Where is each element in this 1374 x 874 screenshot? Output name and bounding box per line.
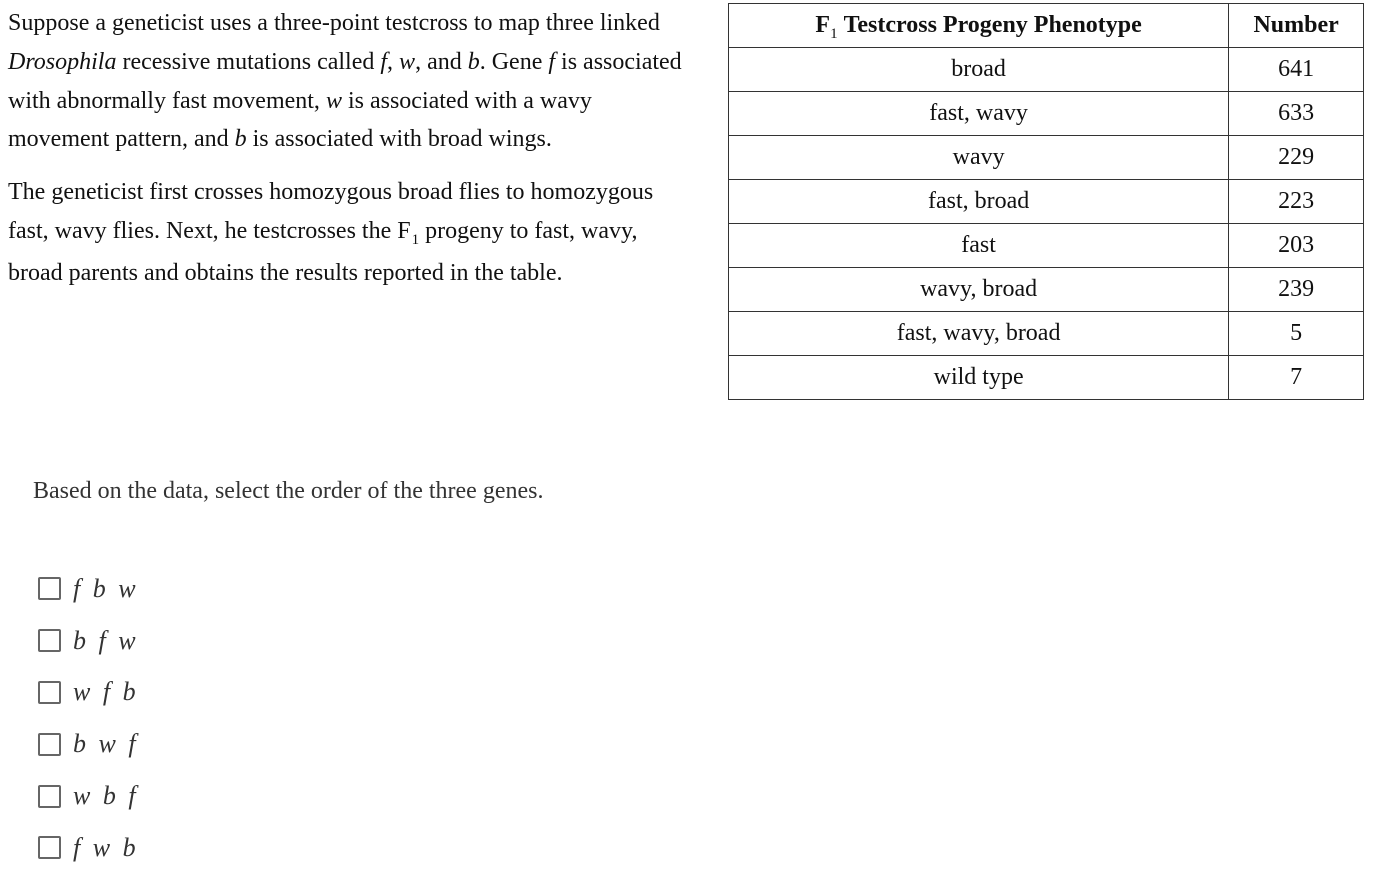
option-label[interactable]: f w b bbox=[73, 832, 137, 862]
phenotype-cell: wild type bbox=[729, 356, 1229, 400]
phenotype-cell: fast bbox=[729, 224, 1229, 268]
table-row bbox=[729, 312, 1364, 356]
number-cell: 633 bbox=[1229, 92, 1364, 136]
checkbox[interactable] bbox=[38, 629, 61, 652]
option-w-f-b[interactable] bbox=[38, 667, 137, 719]
option-b-f-w[interactable] bbox=[38, 615, 137, 667]
option-f-b-w[interactable] bbox=[38, 563, 137, 615]
table-row bbox=[729, 92, 1364, 136]
option-f-w-b[interactable] bbox=[38, 822, 137, 874]
checkbox[interactable] bbox=[38, 733, 61, 756]
answer-options bbox=[38, 563, 137, 874]
table-row bbox=[729, 48, 1364, 92]
intro-paragraph-2: The geneticist first crosses homozygous broad flies to homozygous fast, wavy flies. Next, he testcrosses the $F_1$ progeny to fast, wavy, broad parents and obtains the results reported in the table. bbox=[8, 179, 654, 286]
table-row bbox=[729, 180, 1364, 224]
checkbox[interactable] bbox=[38, 681, 61, 704]
option-label[interactable]: b f w bbox=[73, 625, 137, 655]
table-row bbox=[729, 136, 1364, 180]
number-cell: 5 bbox=[1229, 312, 1364, 356]
problem-description bbox=[8, 4, 688, 293]
option-b-w-f[interactable] bbox=[38, 718, 137, 770]
option-label[interactable]: w f b bbox=[73, 677, 137, 707]
question-prompt: Based on the data, select the order of the three genes. bbox=[33, 478, 544, 504]
checkbox[interactable] bbox=[38, 785, 61, 808]
phenotype-cell: wavy, broad bbox=[729, 268, 1229, 312]
checkbox[interactable] bbox=[38, 836, 61, 859]
intro-paragraph-1: Suppose a geneticist uses a three-point testcross to map three linked Drosophila recessive mutations called f, w, and b. Gene f is associated with abnormally fast movement, w is associated with a wavy movement pattern, and b is associated with broad wings. bbox=[8, 10, 682, 153]
number-cell: 229 bbox=[1229, 136, 1364, 180]
table-header-row bbox=[729, 4, 1364, 48]
phenotype-cell: fast, wavy, broad bbox=[729, 312, 1229, 356]
table-row bbox=[729, 356, 1364, 400]
option-w-b-f[interactable] bbox=[38, 770, 137, 822]
option-label[interactable]: b w f bbox=[73, 729, 137, 759]
number-cell: 203 bbox=[1229, 224, 1364, 268]
number-cell: 7 bbox=[1229, 356, 1364, 400]
option-label[interactable]: f b w bbox=[73, 573, 137, 603]
number-cell: 239 bbox=[1229, 268, 1364, 312]
phenotype-cell: fast, wavy bbox=[729, 92, 1229, 136]
checkbox[interactable] bbox=[38, 577, 61, 600]
table-row bbox=[729, 268, 1364, 312]
option-label[interactable]: w b f bbox=[73, 781, 137, 811]
phenotype-cell: fast, broad bbox=[729, 180, 1229, 224]
header-number: Number bbox=[1229, 4, 1364, 48]
table-row bbox=[729, 224, 1364, 268]
number-cell: 641 bbox=[1229, 48, 1364, 92]
header-phenotype: $F_1$ Testcross Progeny Phenotype bbox=[729, 4, 1229, 48]
number-cell: 223 bbox=[1229, 180, 1364, 224]
progeny-table bbox=[728, 3, 1364, 400]
phenotype-cell: broad bbox=[729, 48, 1229, 92]
phenotype-cell: wavy bbox=[729, 136, 1229, 180]
